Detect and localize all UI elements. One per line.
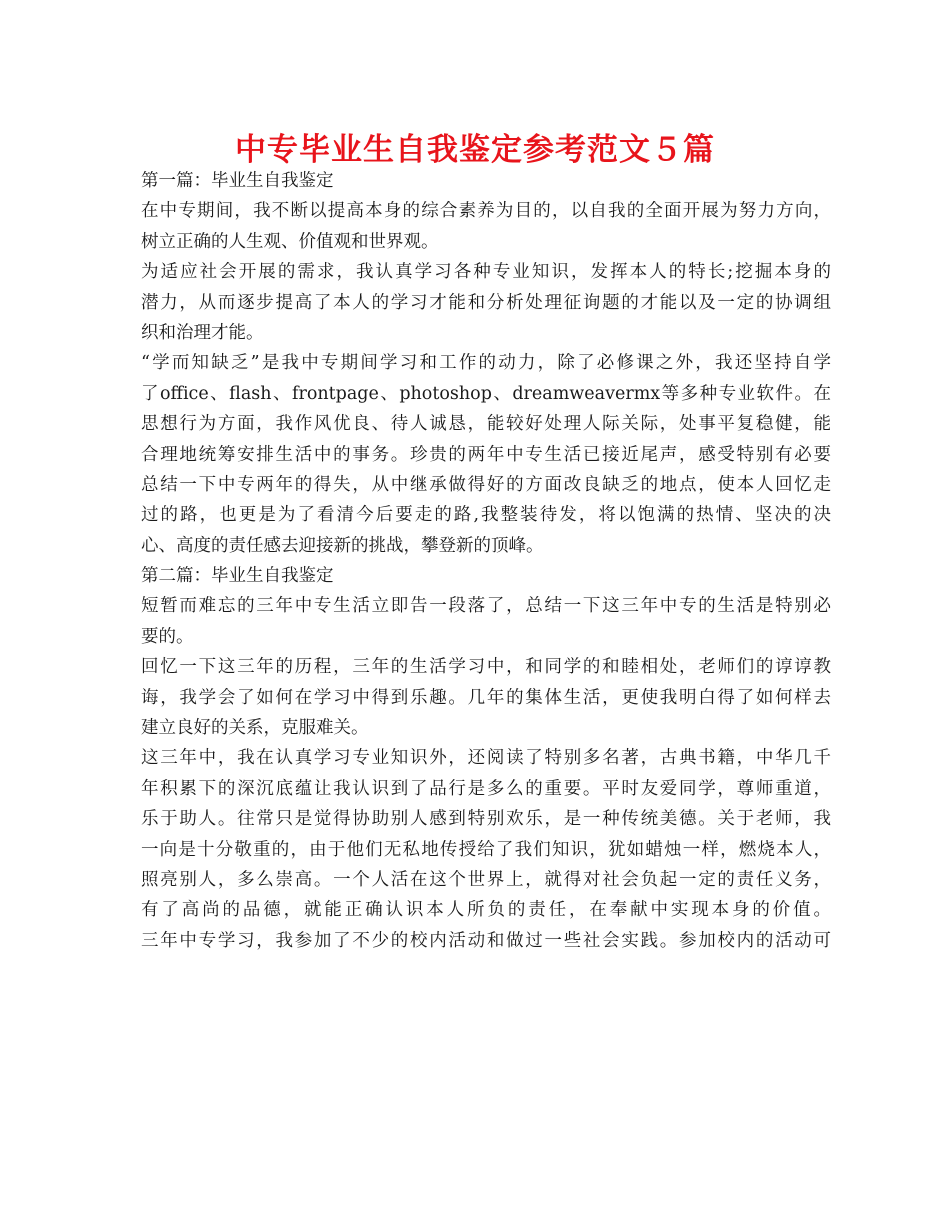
body-line: 回忆一下这三年的历程，三年的生活学习中，和同学的和睦相处，老师们的谆谆教 [141, 657, 831, 678]
body-line: 年积累下的深沉底蕴让我认识到了品行是多么的重要。平时友爱同学，尊师重道， [141, 778, 831, 799]
body-line: 短暂而难忘的三年中专生活立即告一段落了，总结一下这三年中专的生活是特别必 [141, 596, 831, 617]
body-line: 建立良好的关系，克服难关。 [141, 718, 369, 739]
body-line: 为适应社会开展的需求，我认真学习各种专业知识，发挥本人的特长;挖掘本身的 [141, 262, 831, 283]
body-line: 一向是十分敬重的，由于他们无私地传授给了我们知识，犹如蜡烛一样，燃烧本人， [141, 839, 831, 860]
document-body [141, 166, 831, 956]
body-line: “学而知缺乏”是我中专期间学习和工作的动力，除了必修课之外，我还坚持自学 [141, 353, 831, 374]
body-line: 树立正确的人生观、价值观和世界观。 [141, 231, 439, 252]
body-line: 诲，我学会了如何在学习中得到乐趣。几年的集体生活，更使我明白得了如何样去 [141, 687, 831, 708]
body-line: 三年中专学习，我参加了不少的校内活动和做过一些社会实践。参加校内的活动可 [141, 930, 831, 951]
body-line: 潜力，从而逐步提高了本人的学习才能和分析处理征询题的才能以及一定的协调组 [141, 292, 831, 313]
body-line: 总结一下中专两年的得失，从中继承做得好的方面改良缺乏的地点，使本人回忆走 [141, 474, 831, 495]
body-line: 乐于助人。往常只是觉得协助别人感到特别欢乐，是一种传统美德。关于老师，我 [141, 809, 831, 830]
body-line: 了office、flash、frontpage、photoshop、dreamweavermx等多种专业软件。在 [141, 383, 831, 404]
body-line: 织和治理才能。 [141, 322, 264, 343]
section-heading: 第一篇：毕业生自我鉴定 [141, 171, 334, 191]
body-line: 在中专期间，我不断以提高本身的综合素养为目的，以自我的全面开展为努力方向， [141, 201, 831, 222]
body-line: 过的路，也更是为了看清今后要走的路,我整装待发，将以饱满的热情、坚决的决 [141, 505, 831, 526]
body-line: 心、高度的责任感去迎接新的挑战，攀登新的顶峰。 [141, 535, 544, 556]
body-line: 照亮别人，多么崇高。一个人活在这个世界上，就得对社会负起一定的责任义务， [141, 869, 831, 890]
body-line: 要的。 [141, 626, 194, 647]
section-heading: 第二篇：毕业生自我鉴定 [141, 566, 334, 587]
document-title: 中专毕业生自我鉴定参考范文５篇 [235, 132, 715, 168]
body-line: 合理地统筹安排生活中的事务。珍贵的两年中专生活已接近尾声，感受特别有必要 [141, 444, 831, 465]
body-line: 思想行为方面，我作风优良、待人诚恳，能较好处理人际关际，处事平复稳健，能 [141, 414, 831, 435]
body-line: 这三年中，我在认真学习专业知识外，还阅读了特别多名著，古典书籍，中华几千 [141, 748, 831, 769]
body-line: 有了高尚的品德，就能正确认识本人所负的责任，在奉献中实现本身的价值。 [141, 900, 831, 921]
